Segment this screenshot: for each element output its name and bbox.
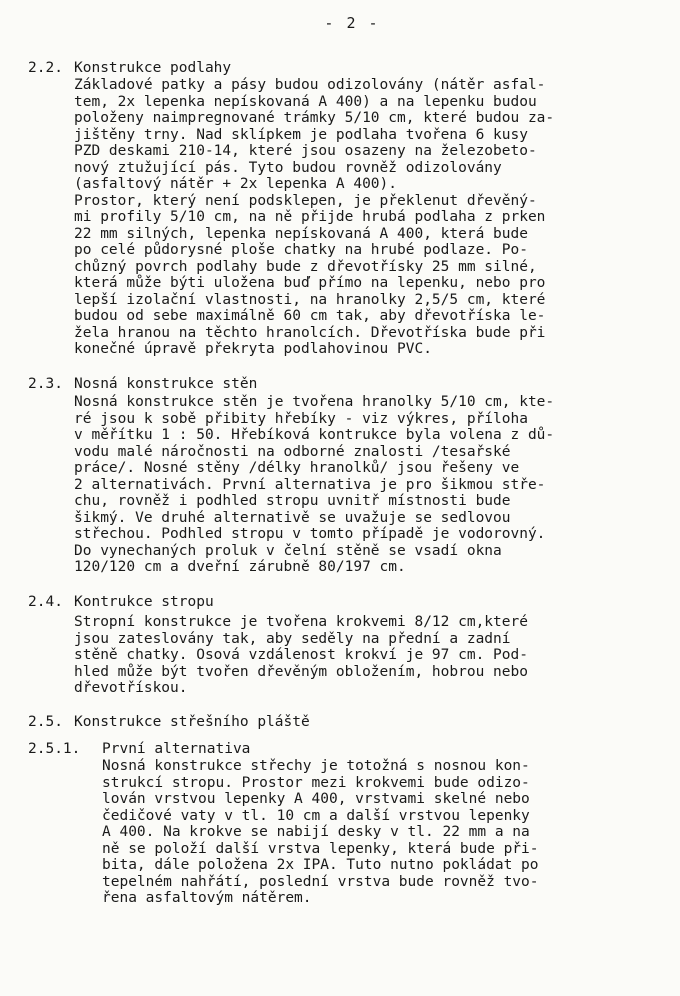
text-line: jsou zateslovány tak, aby seděly na přední a zadní: [74, 630, 511, 647]
text-line: která může býti uložena buď přímo na lepenku, nebo pro: [74, 275, 546, 291]
section-number: 2.2.: [28, 60, 63, 76]
section-body-2-3: [74, 394, 554, 576]
subsection-body-2-5-1: [102, 758, 539, 907]
subsection-heading-2-5-1: [28, 741, 250, 757]
section-body-2-4: [74, 614, 528, 697]
text-line: stěně chatky. Osová vzdálenost krokví je 97 cm. Pod-: [74, 647, 528, 663]
text-line: Nosná konstrukce střechy je totožná s nosnou kon-: [102, 758, 530, 774]
text-line: nový ztužující pás. Tyto budou rovněž odizolovány: [74, 159, 502, 176]
section-heading-2-2: [28, 60, 231, 76]
text-line: dřevotřískou.: [74, 680, 188, 696]
text-line: strukcí stropu. Prostor mezi krokvemi bude odizo-: [102, 774, 530, 791]
text-line: chu, rovněž i podhled stropu uvnitř místnosti bude: [74, 493, 511, 509]
text-line: tem, 2x lepenka nepískovaná A 400) a na lepenku budou: [74, 93, 537, 110]
text-line: žela hranou na těchto hranolcích. Dřevotříska bude při: [74, 324, 546, 341]
text-line: Stropní konstrukce je tvořena krokvemi 8/12 cm,které: [74, 614, 528, 630]
text-line: 22 mm silných, lepenka nepískovaná A 400, která bude: [74, 225, 528, 242]
text-line: 120/120 cm a dveřní zárubně 80/197 cm.: [74, 559, 406, 575]
text-line: řena asfaltovým nátěrem.: [102, 890, 312, 906]
text-line: po celé půdorysné ploše chatky na hrubé podlaze. Po-: [74, 242, 528, 258]
text-line: lován vrstvou lepenky A 400, vrstvami skelné nebo: [102, 791, 530, 807]
text-line: Do vynechaných proluk v čelní stěně se vsadí okna: [74, 542, 502, 559]
subsection-title: První alternativa: [102, 741, 251, 757]
section-title: Konstrukce podlahy: [74, 60, 232, 76]
text-line: ré jsou k sobě přibity hřebíky - viz výkres, příloha: [74, 410, 528, 427]
section-number: 2.5.: [28, 714, 63, 730]
text-line: šikmý. Ve druhé alternativě se uvažuje se sedlovou: [74, 509, 511, 526]
text-line: střechou. Podhled stropu v tomto případě je vodorovný.: [74, 526, 546, 542]
section-body-2-2: [74, 77, 554, 358]
text-line: konečné úpravě překryta podlahovinou PVC.: [74, 341, 432, 357]
text-line: v měřítku 1 : 50. Hřebíková kontrukce byla volena z dů-: [74, 427, 555, 443]
section-title: Nosná konstrukce stěn: [74, 376, 258, 392]
text-line: (asfaltový nátěr + 2x lepenka A 400).: [74, 176, 398, 192]
section-heading-2-5: [28, 714, 310, 730]
text-line: bita, dále položena 2x IPA. Tuto nutno pokládat po: [102, 857, 539, 873]
text-line: PZD deskami 210-14, které jsou osazeny na železobeto-: [74, 143, 537, 159]
text-line: vodu malé náročnosti na odborné znalosti /tesařské: [74, 443, 511, 460]
section-heading-2-4: [28, 594, 214, 610]
subsection-number: 2.5.1.: [28, 741, 81, 757]
section-number: 2.4.: [28, 594, 63, 610]
page-number: - 2 -: [324, 14, 380, 32]
text-line: mi profily 5/10 cm, na ně přijde hrubá podlaha z prken: [74, 209, 546, 225]
section-title: Kontrukce stropu: [74, 594, 214, 610]
text-line: Základové patky a pásy budou odizolovány (nátěr asfal-: [74, 77, 546, 93]
section-heading-2-3: [28, 376, 257, 392]
text-line: tepelném nahřátí, poslední vrstva bude rovněž tvo-: [102, 873, 539, 890]
text-line: práce/. Nosné stěny /délky hranolků/ jsou řešeny ve: [74, 460, 520, 476]
text-line: budou od sebe maximálně 60 cm tak, aby dřevotříska le-: [74, 308, 546, 324]
text-line: 2 alternativách. První alternativa je pro šikmou stře-: [74, 476, 546, 493]
text-line: položeny naimpregnované trámky 5/10 cm, které budou za-: [74, 110, 555, 126]
section-title: Konstrukce střešního pláště: [74, 714, 310, 730]
text-line: A 400. Na krokve se nabijí desky v tl. 22 mm a na: [102, 824, 530, 840]
text-line: lepší izolační vlastnosti, na hranolky 2,5/5 cm, které: [74, 291, 546, 308]
text-line: chůzný povrch podlahy bude z dřevotřísky 25 mm silné,: [74, 258, 537, 275]
section-number: 2.3.: [28, 376, 63, 392]
text-line: Nosná konstrukce stěn je tvořena hranolky 5/10 cm, kte-: [74, 394, 555, 410]
text-line: Prostor, který není podsklepen, je překlenut dřevěný-: [74, 192, 537, 209]
text-line: ně se položí další vrstva lepenky, která bude při-: [102, 840, 539, 857]
text-line: jištěny trny. Nad sklípkem je podlaha tvořena 6 kusy: [74, 126, 528, 143]
text-line: čedičové vaty v tl. 10 cm a další vrstvou lepenky: [102, 807, 530, 824]
text-line: hled může být tvořen dřevěným obložením, hobrou nebo: [74, 663, 528, 680]
